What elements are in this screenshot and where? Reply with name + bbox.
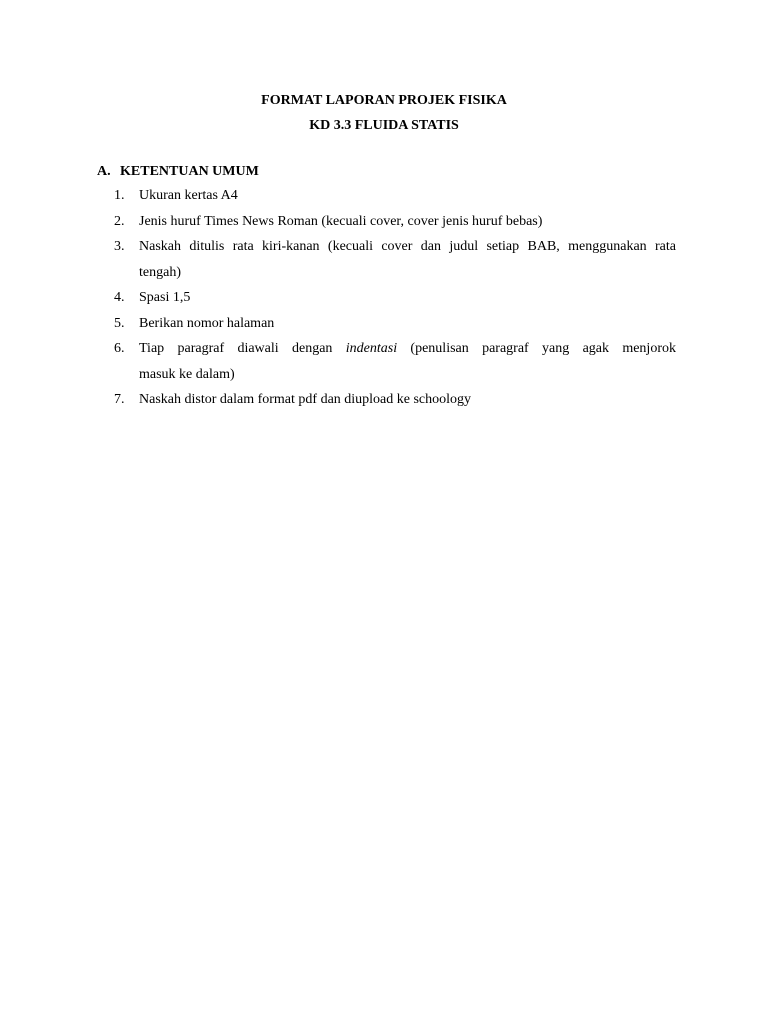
- list-item-text: Ukuran kertas A4: [139, 188, 238, 203]
- section-heading-text: KETENTUAN UMUM: [120, 164, 259, 179]
- title-line-2: KD 3.3 FLUIDA STATIS: [309, 118, 459, 133]
- list-item-number: 7.: [114, 392, 125, 407]
- list-item: [114, 336, 676, 387]
- list-item-text: Berikan nomor halaman: [139, 315, 275, 331]
- section-heading: [97, 160, 259, 184]
- list-item-number: 1.: [114, 188, 125, 203]
- list-item-number: 3.: [114, 239, 125, 254]
- list-item-text: Naskah distor dalam format pdf dan diupload ke schoology: [139, 392, 472, 407]
- list-item-text-line-1: Naskah ditulis rata kiri-kanan (kecuali cover dan judul setiap BAB, menggunakan rata: [139, 239, 676, 254]
- list-item-text: Spasi 1,5: [139, 290, 191, 305]
- list-item-number: 6.: [114, 341, 125, 356]
- list-item-text-after: (penulisan paragraf yang agak menjorok: [397, 341, 676, 356]
- list-item: [114, 209, 676, 235]
- list-item-text-line-2: tengah): [139, 264, 181, 280]
- list-item: [114, 285, 676, 311]
- list-item-number: 4.: [114, 290, 125, 305]
- list-item: [114, 234, 676, 285]
- document-title: [0, 88, 768, 138]
- list-item-text-line-1: [139, 336, 676, 362]
- list-item-text: Jenis huruf Times News Roman (kecuali cover, cover jenis huruf bebas): [139, 213, 543, 229]
- list-item: [114, 183, 676, 209]
- list-item-text-line-2: masuk ke dalam): [139, 366, 235, 382]
- list-item: [114, 311, 676, 337]
- title-line-1: FORMAT LAPORAN PROJEK FISIKA: [261, 93, 507, 108]
- requirements-list: [114, 183, 676, 413]
- list-item-text-before: Tiap paragraf diawali dengan: [139, 341, 346, 356]
- list-item-number: 5.: [114, 315, 125, 331]
- section-letter: A.: [97, 164, 111, 179]
- list-item: [114, 387, 676, 413]
- list-item-number: 2.: [114, 213, 125, 229]
- list-item-italic-term: indentasi: [345, 341, 398, 356]
